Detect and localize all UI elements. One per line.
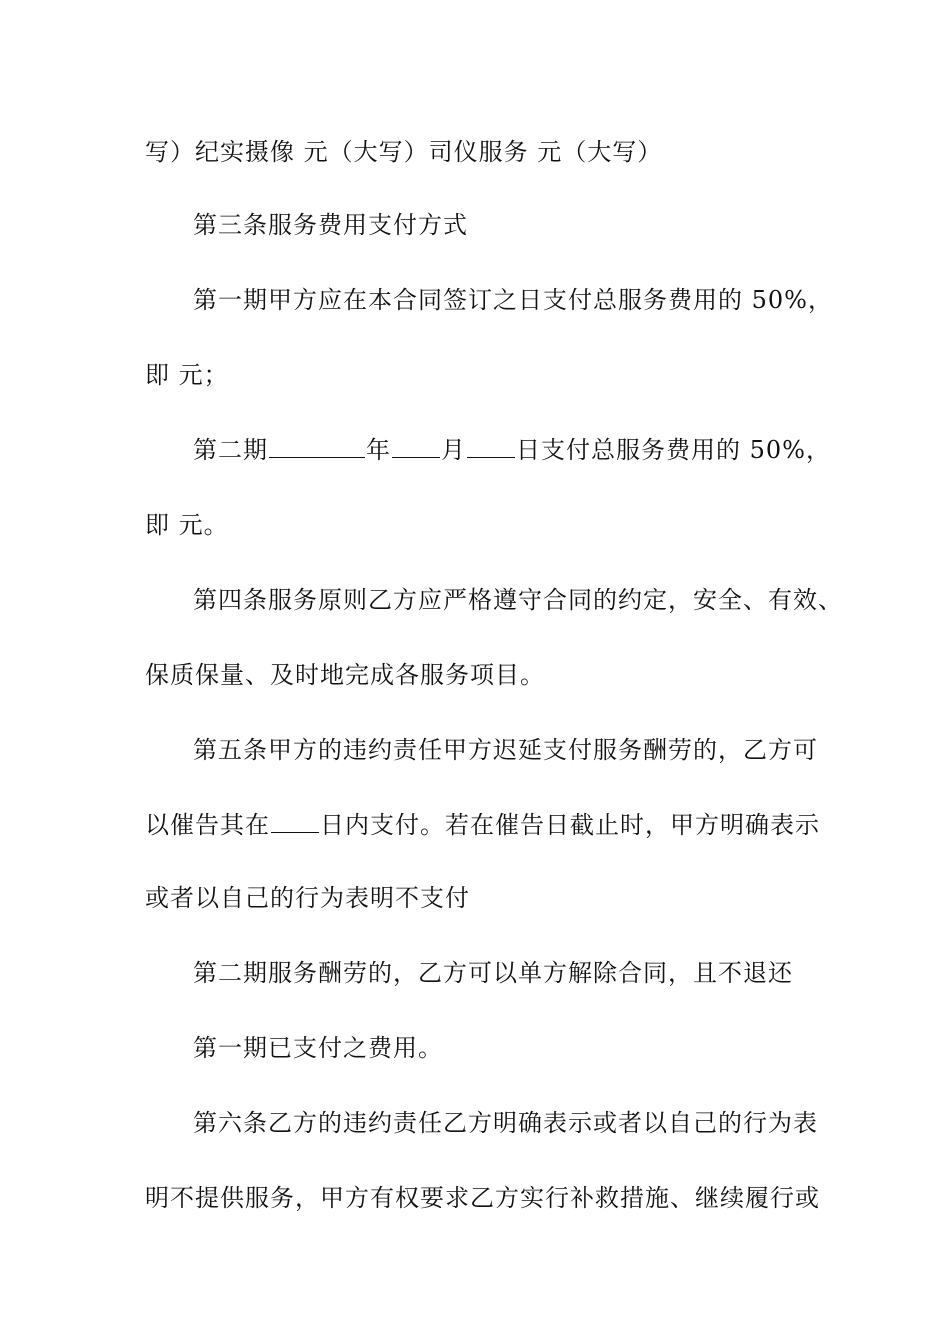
fill-in-blank-day xyxy=(467,435,515,458)
text-line-5 xyxy=(193,435,831,465)
fill-in-blank-year xyxy=(269,435,365,458)
article-3-heading: 第三条服务费用支付方式 xyxy=(193,211,468,239)
text-line-10 xyxy=(145,810,820,840)
article-5-line: 第五条甲方的违约责任甲方迟延支付服务酬劳的，乙方可 xyxy=(193,736,818,764)
text-line-6: 即 元。 xyxy=(145,511,229,539)
text-line-11: 或者以自己的行为表明不支付 xyxy=(145,884,470,912)
text-line-1: 写）纪实摄像 元（大写）司仪服务 元（大写） xyxy=(145,138,663,166)
text-segment: 年 xyxy=(366,436,391,464)
text-line-13: 第一期已支付之费用。 xyxy=(193,1034,443,1062)
text-segment: 月 xyxy=(441,436,466,464)
fill-in-blank-days xyxy=(271,810,319,833)
text-segment: 第二期 xyxy=(193,436,268,464)
text-line-8: 保质保量、及时地完成各服务项目。 xyxy=(145,661,545,689)
article-4-line: 第四条服务原则乙方应严格遵守合同的约定，安全、有效、 xyxy=(193,586,843,614)
text-segment: 日支付总服务费用的 50%， xyxy=(516,436,831,464)
text-line-3: 第一期甲方应在本合同签订之日支付总服务费用的 50%， xyxy=(193,286,833,314)
text-line-4: 即 元； xyxy=(145,361,229,389)
fill-in-blank-month xyxy=(392,435,440,458)
article-6-line: 第六条乙方的违约责任乙方明确表示或者以自己的行为表 xyxy=(193,1109,818,1137)
text-line-12: 第二期服务酬劳的，乙方可以单方解除合同，且不退还 xyxy=(193,959,793,987)
text-segment: 以催告其在 xyxy=(145,811,270,839)
text-line-15: 明不提供服务，甲方有权要求乙方实行补救措施、继续履行或 xyxy=(145,1184,820,1212)
text-segment: 日内支付。若在催告日截止时，甲方明确表示 xyxy=(320,811,820,839)
